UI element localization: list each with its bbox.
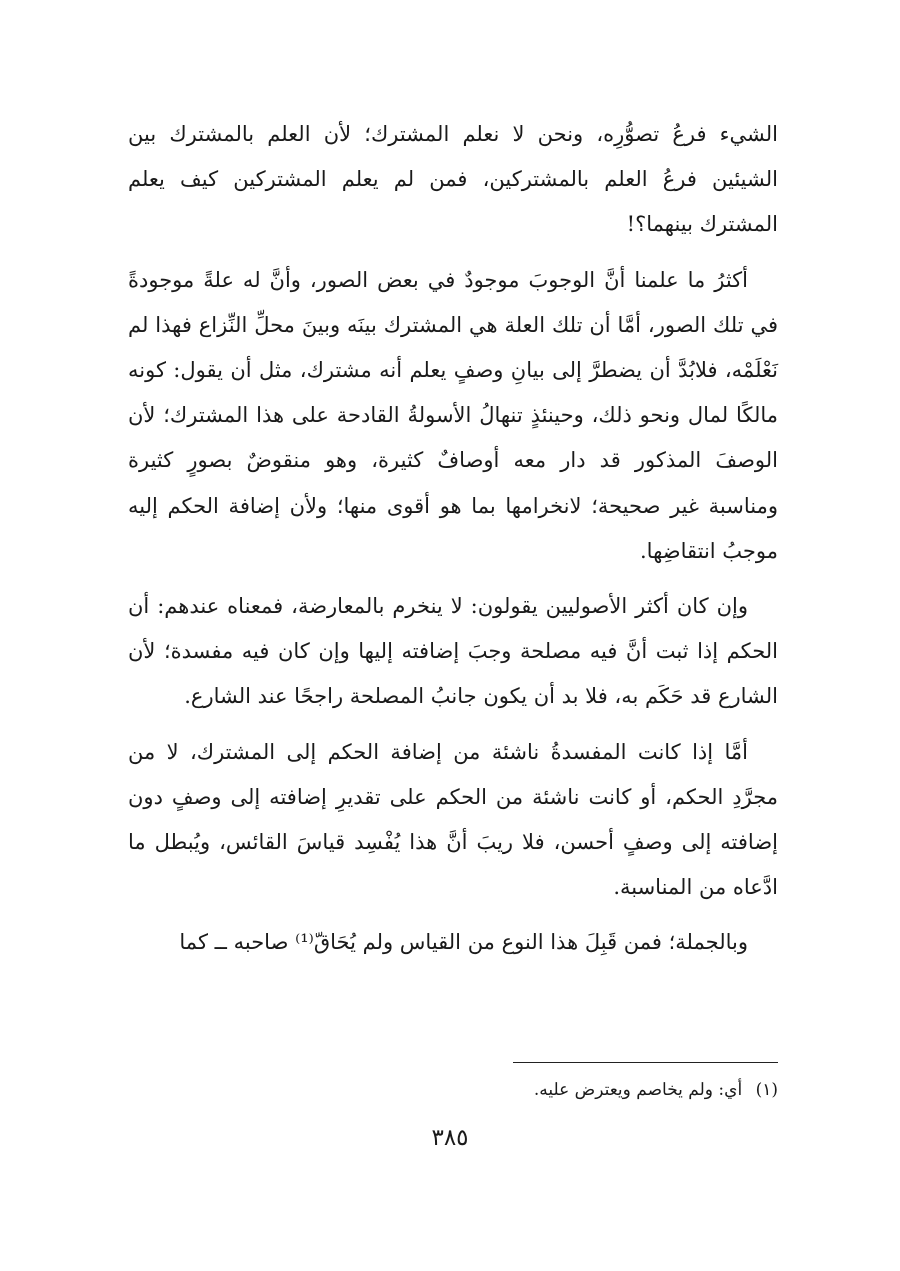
- footnote-text: أي: ولم يخاصم ويعترض عليه.: [533, 1080, 743, 1100]
- paragraph-3: وإن كان أكثر الأصوليين يقولون: لا ينخرم بالمعارضة، فمعناه عندهم: أن الحكم إذا ثبت أنَّ فيه مصلحة وجبَ إضافته إليها وإن كان فيه مفسدة؛ لأن الشارع قد حَكَم به، فلا بد أن يكون جانبُ المصلحة راجحًا عند الشارع.: [128, 594, 778, 709]
- paragraph-4: أمَّا إذا كانت المفسدةُ ناشئة من إضافة الحكم إلى المشترك، لا من مجرَّدِ الحكم، أو كانت ناشئة من الحكم على تقديرِ إضافته إلى وصفٍ دون إضافته إلى وصفٍ أحسن، فلا ريبَ أنَّ هذا يُفْسِد قياسَ القائس، ويُبطل ما ادَّعاه من المناسبة.: [128, 739, 778, 900]
- footnote-number: (١): [755, 1080, 778, 1100]
- paragraph-2: أكثرُ ما علمنا أنَّ الوجوبَ موجودٌ في بعض الصور، وأنَّ له علةً موجودةً في تلك الصور، أمَّا أن تلك العلة هي المشترك بينَه وبينَ محلِّ النِّزاع فهذا لم نَعْلَمْه، فلابُدَّ أن يضطرَّ إلى بيانِ وصفٍ يعلم أنه مشترك، مثل أن يقول: كونه مالكًا لمال ونحو ذلك، وحينئذٍ تنهالُ الأسولةُ القادحة على هذا المشترك؛ لأن الوصفَ المذكور قد دار معه أوصافٌ كثيرة، وهو منقوضٌ بصورٍ كثيرة ومناسبة غير صحيحة؛ لانخرامها بما هو أقوى منها؛ ولأن إضافة الحكم إليه موجبُ انتقاضِها.: [128, 267, 778, 563]
- main-text: [128, 112, 778, 976]
- footnote-divider: [513, 1062, 778, 1063]
- paragraph-5: وبالجملة؛ فمن قَبِلَ هذا النوع من القياس ولم يُحَاقّ⁽¹⁾ صاحبه ــ كما: [179, 930, 748, 955]
- footnote: [278, 1075, 778, 1105]
- paragraph-1: الشيء فرعُ تصوُّرِه، ونحن لا نعلم المشترك؛ لأن العلم بالمشترك بين الشيئين فرعُ العلم بالمشتركين، فمن لم يعلم المشتركين كيف يعلم المشترك بينهما؟!: [128, 122, 778, 237]
- page-number: ٣٨٥: [431, 1125, 469, 1151]
